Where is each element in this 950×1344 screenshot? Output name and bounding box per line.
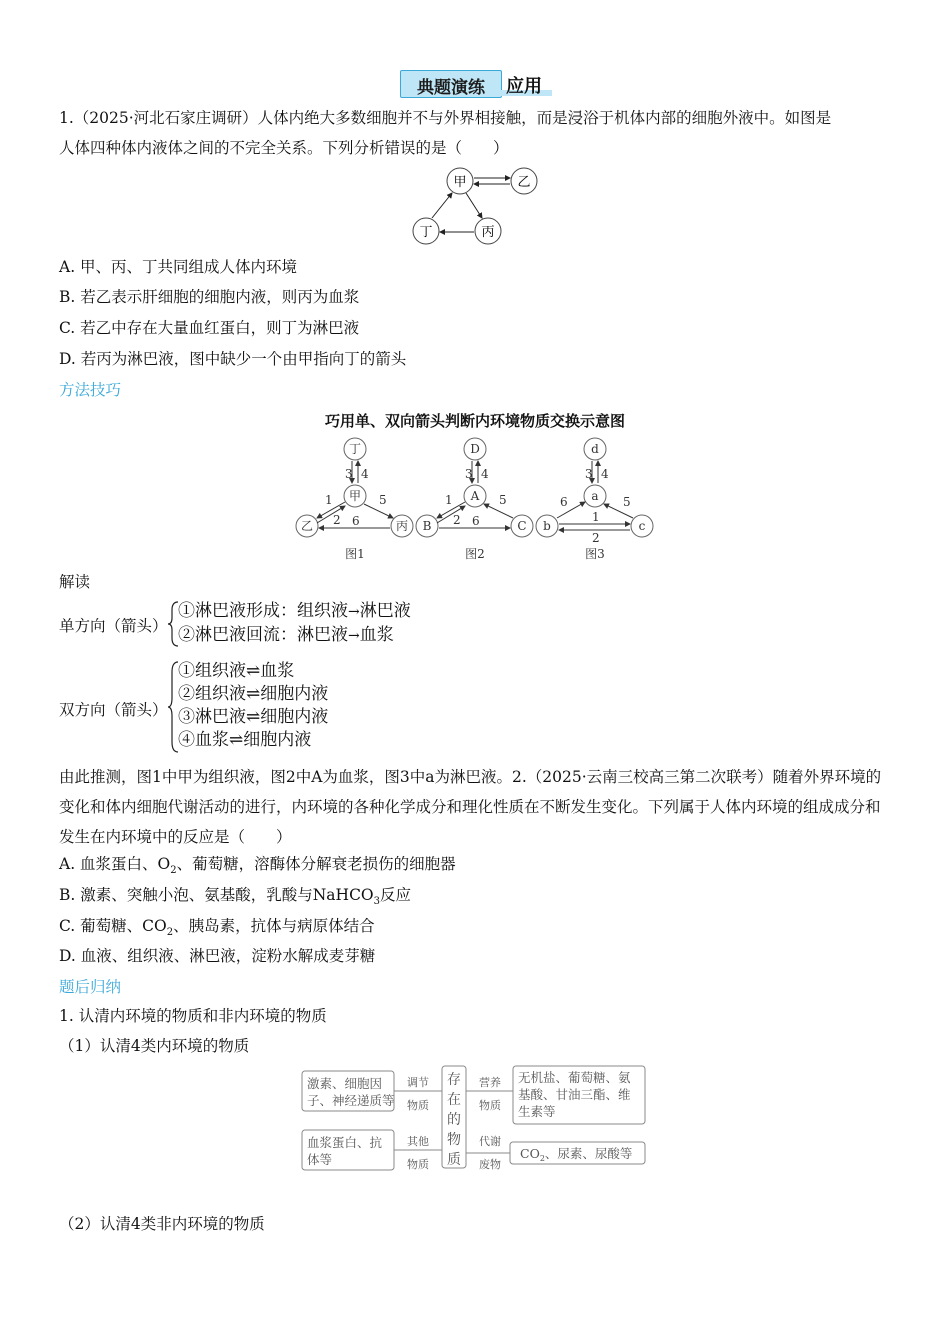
link-rb-1: 代谢 [479,1135,501,1148]
q2-option-a: A. 血浆蛋白、$O_2$、葡萄糖，溶酶体分解衰老损伤的细胞器 [59,855,456,877]
reversible-arrow-icon: ⇌ [246,684,261,704]
link-lt-2: 物质 [407,1099,429,1112]
fig3-n3: 3 [585,467,593,481]
double-item-4: ④血浆⇌细胞内液 [178,730,312,750]
q1-option-d: D. 若丙为淋巴液，图中缺少一个由甲指向丁的箭头 [59,350,407,368]
summary-point-1: 1. 认清内环境的物质和非内环境的物质 [59,1007,327,1025]
substance-diagram [300,1064,650,1176]
fig1-n3: 3 [345,467,353,481]
fig3-left: b [543,519,551,533]
right-bottom-text: $CO_2$、尿素、尿酸等 [520,1146,633,1163]
fig1-n4: 4 [361,467,369,481]
section-header-label: 典题演练 [417,78,485,98]
fig2-n4: 4 [481,467,489,481]
method-heading: 方法技巧 [59,381,122,399]
arrow-icon: → [348,628,360,644]
fig2-n6: 6 [472,514,480,528]
link-rt-2: 物质 [479,1099,501,1112]
section-header-suffix: 应用 [506,76,542,97]
single-direction-label: 单方向（箭头） [59,617,168,635]
link-rt-1: 营养 [479,1076,501,1089]
single-item-2: ②淋巴液回流：淋巴液→血浆 [178,625,394,645]
q1-option-c: C. 若乙中存在大量血红蛋白，则丁为淋巴液 [59,319,360,337]
fig3-n5: 5 [623,495,631,509]
node-bing: 丙 [481,225,495,240]
figure-1 [296,438,413,561]
fig3-n2: 2 [592,531,600,545]
single-item-1: ①淋巴液形成：组织液→淋巴液 [178,601,411,621]
fig1-n1: 1 [325,493,333,507]
fig1-n5: 5 [379,493,387,507]
q1-diagram [400,160,550,250]
figure-title: 巧用单、双向箭头判断内环境物质交换示意图 [324,412,625,430]
q1-stem-line2: 人体四种体内液体之间的不完全关系。下列分析错误的是（ ） [59,139,509,157]
link-lb-2: 物质 [407,1158,429,1171]
q2-option-c: C. 葡萄糖、$CO_2$、胰岛素，抗体与病原体结合 [59,917,375,939]
q1-stem-line1: 1.（2025·河北石家庄调研）人体内绝大多数细胞并不与外界相接触，而是浸浴于机体内部的细胞外液中。如图是 [59,109,832,127]
summary-sub-2: （2）认清4类非内环境的物质 [59,1215,265,1233]
left-bottom-line1: 血浆蛋白、抗 [307,1135,383,1150]
fig3-right: c [638,519,646,533]
fig2-n1: 1 [445,493,453,507]
link-rb-2: 废物 [479,1158,501,1171]
fig1-top: 丁 [348,442,362,456]
fig1-n6: 6 [352,514,360,528]
center-char-3: 的 [447,1112,461,1128]
node-jia: 甲 [453,175,467,190]
fig3-top: d [591,442,599,456]
double-item-2: ②组织液⇌细胞内液 [178,684,329,704]
right-top-line1: 无机盐、葡萄糖、氨 [518,1070,631,1085]
right-top-line2: 基酸、甘油三酯、维 [518,1087,631,1102]
exchange-figures [290,432,670,567]
q2-paragraph: 由此推测，图1中甲为组织液，图2中A为血浆，图3中a为淋巴液。2.（2025·云南三校高三第二次联考）随着外界环境的变化和体内细胞代谢活动的进行，内环境的各种化学成分和理化性质在不断发生变化。下列属于人体内环境的组成成分和发生在内环境中的反应是（ ） [59,768,882,846]
fig2-left: B [422,519,432,533]
fig3-n1: 1 [592,510,600,524]
fig1-caption: 图1 [345,547,365,561]
node-yi: 乙 [517,175,531,190]
fig1-left: 乙 [300,519,314,533]
double-item-3: ③淋巴液⇌细胞内液 [178,707,329,727]
figure-3 [536,438,653,561]
fig3-n4: 4 [601,467,609,481]
q1-option-a: A. 甲、丙、丁共同组成人体内环境 [59,258,298,276]
link-lt-1: 调节 [407,1076,429,1089]
section-header-box [400,70,502,98]
double-item-1: ①组织液⇌血浆 [178,661,295,681]
q2-option-d: D. 血液、组织液、淋巴液，淀粉水解成麦芽糖 [59,947,376,965]
fig1-n2: 2 [333,513,341,527]
fig3-center: a [591,489,599,503]
fig3-caption: 图3 [585,547,605,561]
summary-sub-1: （1）认清4类内环境的物质 [59,1037,250,1055]
center-char-4: 物 [447,1132,461,1148]
fig2-n3: 3 [465,467,473,481]
left-bottom-line2: 体等 [307,1152,333,1167]
figure-2 [416,438,533,561]
fig1-center: 甲 [348,489,362,503]
center-char-2: 在 [447,1092,461,1108]
center-char-5: 质 [447,1152,461,1168]
fig2-caption: 图2 [465,547,485,561]
reversible-arrow-icon: ⇌ [246,707,261,727]
fig2-top: D [470,442,480,456]
summary-heading: 题后归纳 [59,978,122,996]
fig1-right: 丙 [395,519,409,533]
center-char-1: 存 [447,1072,461,1088]
fig2-right: C [517,519,527,533]
node-ding: 丁 [419,225,433,240]
q2-option-b: B. 激素、突触小泡、氨基酸，乳酸与NaHCO$_3$反应 [59,886,412,908]
reversible-arrow-icon: ⇌ [229,730,244,750]
double-direction-label: 双方向（箭头） [59,701,168,719]
interpret-label: 解读 [59,573,91,591]
q1-option-b: B. 若乙表示肝细胞的细胞内液，则丙为血浆 [59,288,360,306]
reversible-arrow-icon: ⇌ [246,661,261,681]
right-top-line3: 生素等 [518,1104,556,1119]
arrow-icon: → [348,604,360,620]
fig3-n6: 6 [560,495,568,509]
fig2-n5: 5 [499,493,507,507]
fig2-center: A [470,489,480,503]
left-top-line2: 子、神经递质等 [307,1093,395,1108]
link-lb-1: 其他 [407,1135,429,1148]
left-top-line1: 激素、细胞因 [307,1076,383,1091]
fig2-n2: 2 [453,513,461,527]
